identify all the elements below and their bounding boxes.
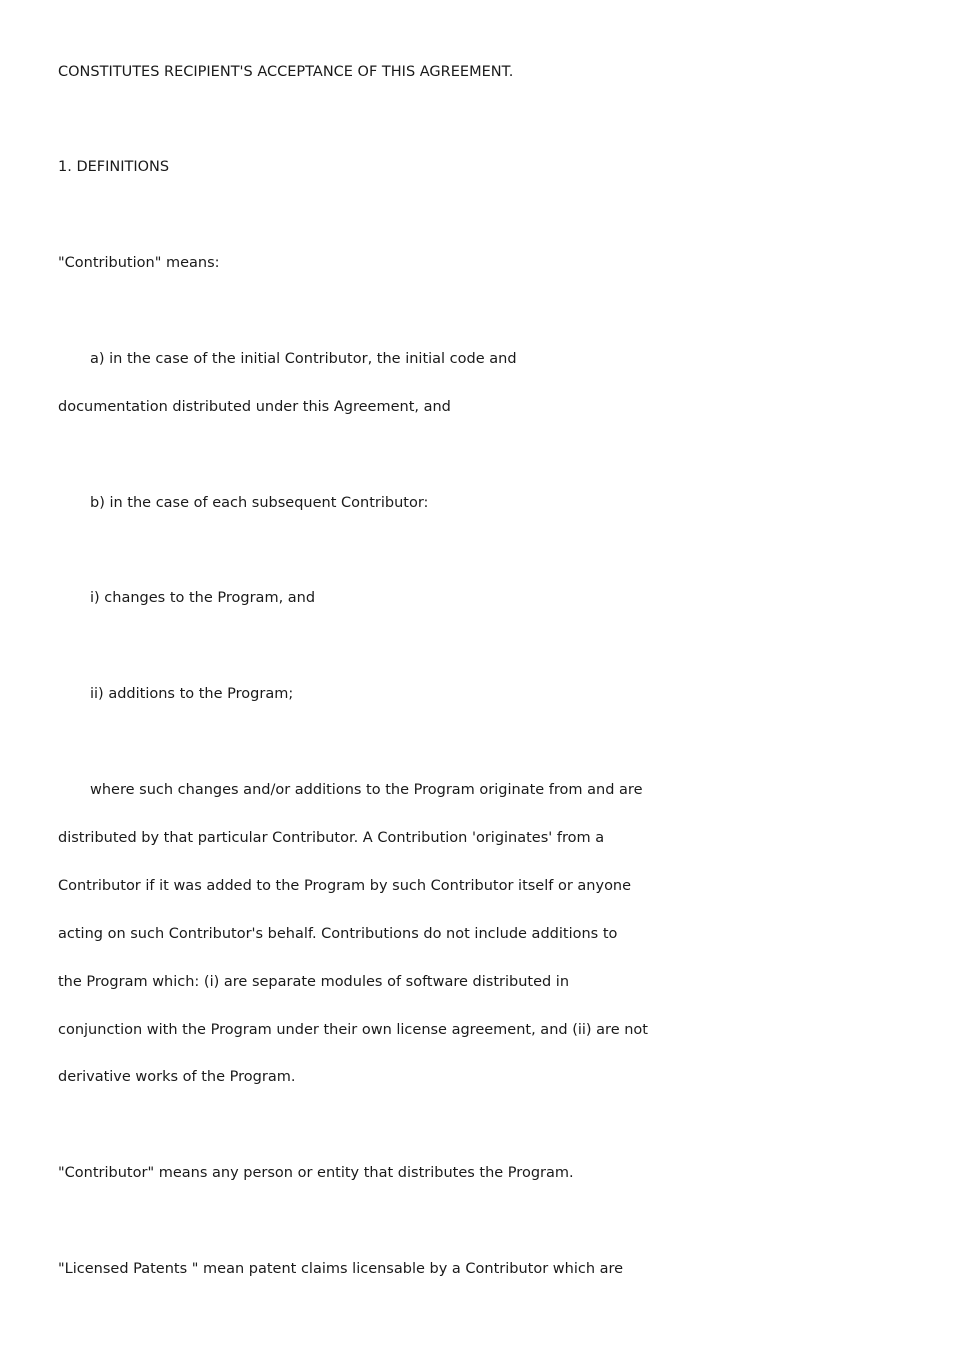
licensed-patents-definition: "Licensed Patents " mean patent claims licensable by a Contributor which are: [58, 1261, 624, 1277]
acceptance-line: CONSTITUTES RECIPIENT'S ACCEPTANCE OF THIS AGREEMENT.: [58, 64, 514, 80]
contributor-definition: "Contributor" means any person or entity that distributes the Program.: [58, 1165, 574, 1181]
paragraph-line-3: Contributor if it was added to the Program by such Contributor itself or anyone: [58, 878, 632, 894]
paragraph-line-6: conjunction with the Program under their own license agreement, and (ii) are not: [58, 1022, 648, 1038]
section-heading-definitions: 1. DEFINITIONS: [58, 159, 170, 175]
paragraph-line-7: derivative works of the Program.: [58, 1069, 296, 1085]
clause-a-line-2: documentation distributed under this Agreement, and: [58, 399, 451, 415]
contribution-term: "Contribution" means:: [58, 255, 220, 271]
paragraph-line-1: where such changes and/or additions to the Program originate from and are: [90, 782, 643, 798]
clause-b-i: i) changes to the Program, and: [90, 590, 316, 606]
paragraph-line-5: the Program which: (i) are separate modules of software distributed in: [58, 974, 570, 990]
clause-a-line-1: a) in the case of the initial Contributor, the initial code and: [90, 351, 517, 367]
clause-b-ii: ii) additions to the Program;: [90, 686, 294, 702]
paragraph-line-4: acting on such Contributor's behalf. Contributions do not include additions to: [58, 926, 618, 942]
clause-b: b) in the case of each subsequent Contributor:: [90, 495, 429, 511]
paragraph-line-2: distributed by that particular Contributor. A Contribution 'originates' from a: [58, 830, 605, 846]
